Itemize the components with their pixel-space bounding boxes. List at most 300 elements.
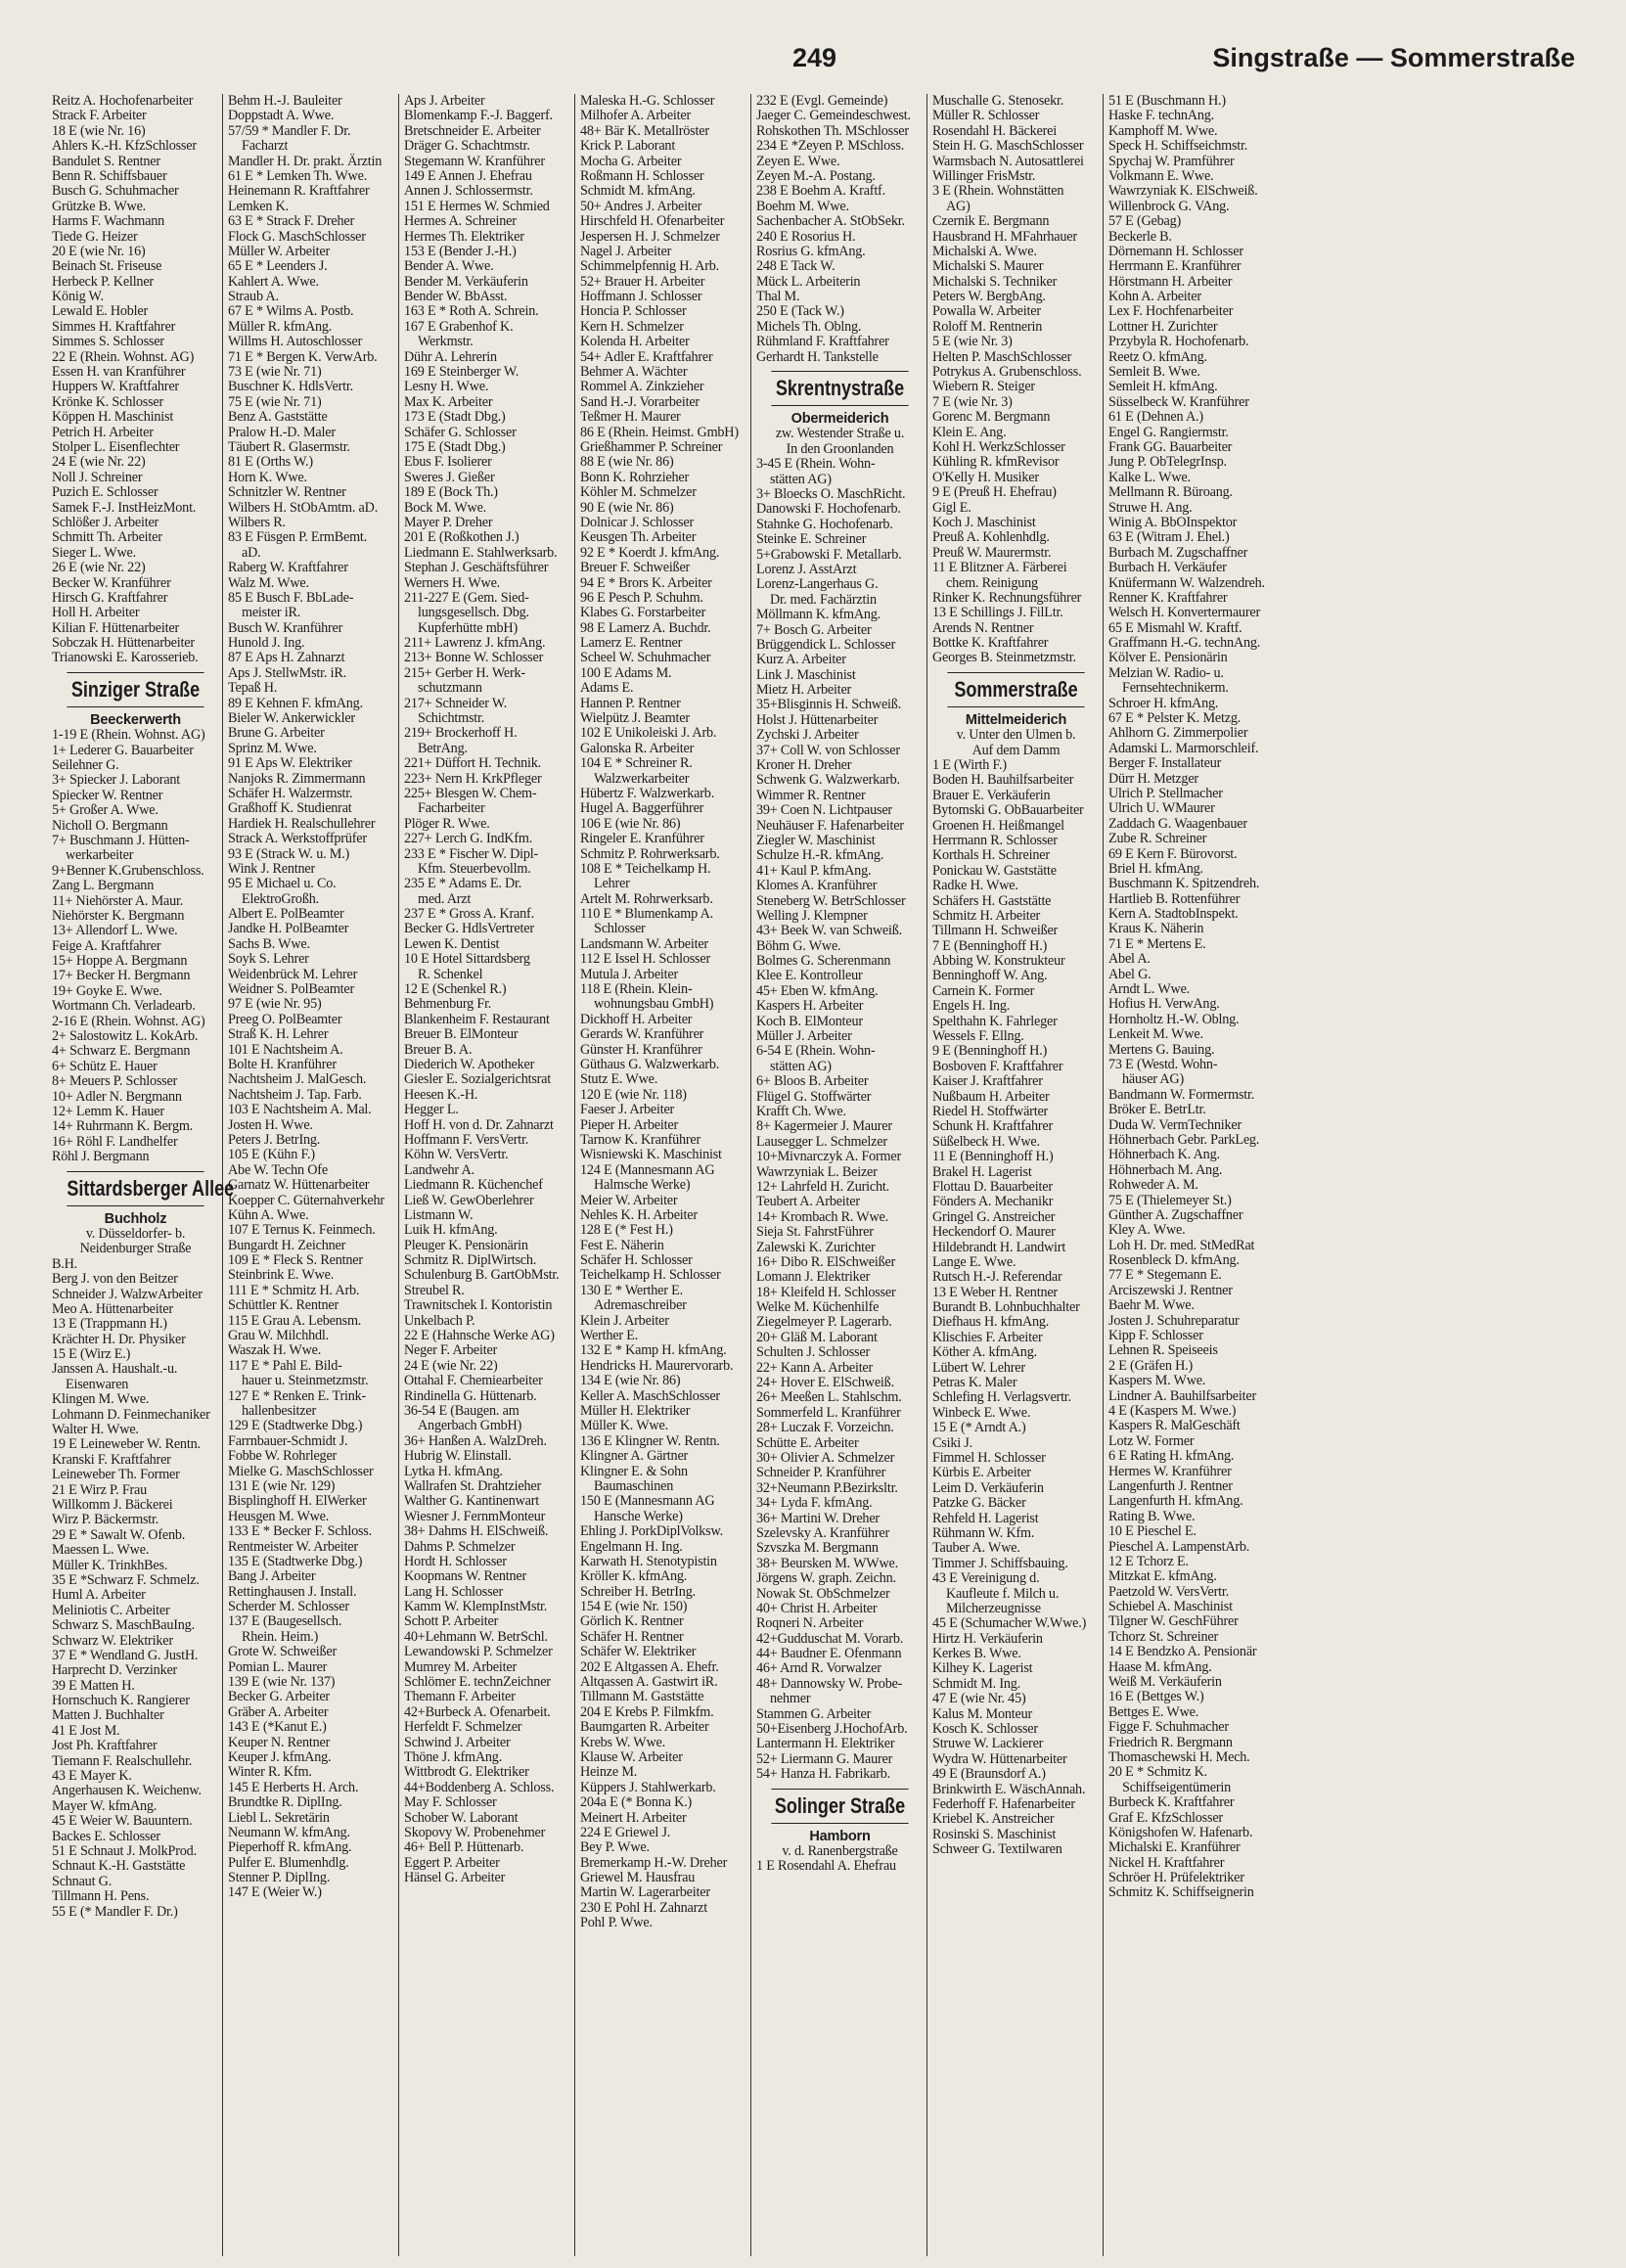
directory-entry: 22 E (Hahnsche Werke AG)	[404, 1328, 555, 1344]
directory-entry: Hegger L.	[404, 1102, 459, 1118]
directory-entry: Brakel H. Lagerist	[932, 1163, 1032, 1180]
directory-entry: 40+ Christ H. Arbeiter	[756, 1600, 878, 1616]
directory-entry: Ahlhorn G. Zimmerpolier	[1108, 725, 1248, 742]
directory-entry: Josten J. Schuhreparatur	[1108, 1312, 1240, 1329]
directory-entry: Lomann J. Elektriker	[756, 1269, 871, 1286]
directory-entry: Pulfer E. Blumenhdlg.	[228, 1854, 349, 1871]
directory-entry: Thomaschewski H. Mech.	[1108, 1748, 1250, 1765]
directory-entry: Koopmans W. Rentner	[404, 1568, 527, 1585]
directory-entry: 81 E (Orths W.)	[228, 454, 313, 471]
directory-entry: Straub A.	[228, 289, 279, 305]
directory-entry: Hörstmann H. Arbeiter	[1108, 273, 1233, 290]
directory-entry: Hübertz F. Walzwerkarb.	[580, 785, 715, 801]
directory-entry: Lamerz E. Rentner	[580, 635, 683, 652]
directory-entry: Mayer W. kfmAng.	[52, 1797, 158, 1814]
directory-entry: Kerkes B. Wwe.	[932, 1646, 1021, 1662]
directory-entry: Neuhäuser F. Hafenarbeiter	[756, 817, 904, 834]
directory-entry: Busch G. Schuhmacher	[52, 183, 179, 200]
directory-entry: Kosch K. Schlosser	[932, 1721, 1038, 1738]
directory-entry: 32+Neumann P.Bezirksltr.	[756, 1479, 898, 1496]
directory-entry: Kilian F. Hüttenarbeiter	[52, 619, 179, 636]
directory-column	[751, 94, 927, 2256]
directory-entry: Kamm W. KlempInstMstr.	[404, 1599, 548, 1615]
directory-entry: Klee E. Kontrolleur	[756, 968, 863, 984]
directory-entry: Arends N. Rentner	[932, 619, 1034, 636]
directory-entry: 213+ Bonne W. Schlosser	[404, 650, 544, 666]
directory-entry: 91 E Aps W. Elektriker	[228, 755, 352, 772]
directory-entry: Beckerle B.	[1108, 228, 1172, 245]
directory-entry: Beinach St. Friseuse	[52, 258, 162, 275]
directory-entry: Lewandowski P. Schmelzer	[404, 1644, 553, 1660]
directory-entry: Behm H.-J. Bauleiter	[228, 93, 342, 109]
entry-continuation: Kupferhütte mbH)	[418, 619, 518, 636]
entry-continuation: Facharbeiter	[418, 800, 485, 817]
directory-entry: Wilbers H. StObAmtm. aD.	[228, 499, 379, 516]
directory-entry: Jung P. ObTelegrInsp.	[1108, 454, 1227, 471]
directory-entry: Pieperhoff R. kfmAng.	[228, 1839, 352, 1856]
directory-entry: 16+ Dibo R. ElSchweißer	[756, 1253, 896, 1270]
directory-entry: 36-54 E (Baugen. am	[404, 1402, 519, 1419]
directory-entry: 136 E Klingner W. Rentn.	[580, 1432, 720, 1449]
directory-entry: 67 E * Pelster K. Metzg.	[1108, 710, 1242, 727]
directory-entry: 30+ Olivier A. Schmelzer	[756, 1449, 895, 1466]
directory-entry: Krafft Ch. Wwe.	[756, 1104, 846, 1119]
directory-entry: 6+ Bloos B. Arbeiter	[756, 1073, 869, 1090]
directory-entry: 63 E (Witram J. Ehel.)	[1108, 529, 1230, 546]
directory-entry: Herfeldt F. Schmelzer	[404, 1719, 522, 1736]
directory-entry: Kamphoff M. Wwe.	[1108, 122, 1218, 139]
directory-entry: Tiemann F. Realschullehr.	[52, 1752, 193, 1769]
directory-entry: Griewel M. Hausfrau	[580, 1870, 696, 1886]
directory-entry: Bieler W. Ankerwickler	[228, 710, 355, 727]
directory-entry: Sachenbacher A. StObSekr.	[756, 213, 905, 230]
directory-entry: Wink J. Rentner	[228, 860, 316, 877]
directory-entry: Arndt L. Wwe.	[1108, 981, 1191, 998]
directory-entry: Bolmes G. Scherenmann	[756, 953, 891, 970]
directory-entry: 22 E (Rhein. Wohnst. AG)	[52, 348, 195, 365]
directory-entry: Bröker E. BetrLtr.	[1108, 1102, 1206, 1118]
directory-entry: Skopovy W. Probenehmer	[404, 1824, 546, 1840]
directory-entry: Rutsch H.-J. Referendar	[932, 1269, 1062, 1286]
directory-entry: 46+ Bell P. Hüttenarb.	[404, 1839, 524, 1856]
directory-entry: 104 E * Schreiner R.	[580, 755, 693, 772]
directory-entry: 36+ Hanßen A. WalzDreh.	[404, 1432, 547, 1449]
directory-entry: Fest E. Näherin	[580, 1237, 664, 1253]
directory-entry: Hornschuch K. Rangierer	[52, 1693, 190, 1709]
directory-entry: Abel G.	[1108, 966, 1152, 982]
directory-entry: Korthals H. Schreiner	[932, 847, 1050, 864]
directory-entry: 109 E * Fleck S. Rentner	[228, 1252, 363, 1269]
street-range-note: In den Groonlanden	[786, 440, 894, 457]
directory-entry: Schwenk G. Walzwerkarb.	[756, 772, 900, 789]
directory-entry: Wiebern R. Steiger	[932, 379, 1035, 395]
directory-entry: Möllmann K. kfmAng.	[756, 607, 881, 623]
entry-continuation: häuser AG)	[1122, 1071, 1185, 1088]
directory-entry: Kipp F. Schlosser	[1108, 1328, 1203, 1344]
directory-entry: Süsselbeck W. Kranführer	[1108, 393, 1249, 410]
directory-entry: 43 E Vereinigung d.	[932, 1570, 1040, 1587]
directory-entry: Jandke H. PolBeamter	[228, 921, 349, 937]
directory-entry: 5 E (wie Nr. 3)	[932, 334, 1013, 350]
directory-entry: Timmer J. Schiffsbauing.	[932, 1555, 1068, 1571]
entry-continuation: Adremaschreiber	[594, 1297, 687, 1314]
directory-entry: 16+ Röhl F. Landhelfer	[52, 1133, 178, 1150]
directory-entry: Fönders A. Mechanikr	[932, 1194, 1054, 1210]
directory-entry: Hoffmann F. VersVertr.	[404, 1131, 529, 1148]
directory-entry: Bretschneider E. Arbeiter	[404, 122, 541, 139]
directory-entry: 153 E (Bender J.-H.)	[404, 243, 517, 259]
directory-entry: Graf E. KfzSchlosser	[1108, 1809, 1223, 1826]
directory-entry: Welling J. Klempner	[756, 907, 868, 924]
directory-entry: Zalewski K. Zurichter	[756, 1239, 876, 1255]
directory-entry: Nagel J. Arbeiter	[580, 243, 672, 259]
directory-entry: Benninghoff W. Ang.	[932, 968, 1048, 984]
directory-entry: 105 E (Kühn F.)	[228, 1147, 315, 1163]
directory-entry: 107 E Ternus K. Feinmech.	[228, 1222, 376, 1239]
directory-entry: 63 E * Strack F. Dreher	[228, 213, 355, 230]
directory-entry: Haske F. technAng.	[1108, 108, 1214, 124]
directory-entry: 6+ Schütz E. Hauer	[52, 1058, 158, 1074]
directory-entry: 54+ Adler E. Kraftfahrer	[580, 348, 713, 365]
directory-entry: Schulten J. Schlosser	[756, 1344, 870, 1361]
directory-entry: Huppers W. Kraftfahrer	[52, 379, 179, 395]
directory-entry: Stein H. G. MaschSchlosser	[932, 138, 1084, 155]
directory-entry: 204 E Krebs P. Filmkfm.	[580, 1703, 714, 1720]
directory-entry: Müller K. TrinkhBes.	[52, 1557, 168, 1573]
directory-entry: Lenkeit M. Wwe.	[1108, 1026, 1203, 1043]
directory-entry: 61 E * Lemken Th. Wwe.	[228, 167, 368, 184]
directory-entry: Schwarz W. Elektriker	[52, 1632, 173, 1649]
entry-continuation: BetrAng.	[418, 740, 468, 756]
directory-entry: 227+ Lerch G. IndKfm.	[404, 831, 533, 847]
directory-entry: Bottke K. Kraftfahrer	[932, 635, 1049, 652]
directory-entry: 175 E (Stadt Dbg.)	[404, 438, 506, 455]
directory-entry: Kürbis E. Arbeiter	[932, 1465, 1031, 1481]
directory-entry: Bonn K. Rohrzieher	[580, 469, 690, 485]
directory-entry: Gerards W. Kranführer	[580, 1026, 704, 1043]
entry-continuation: Kaufleute f. Milch u.	[946, 1585, 1060, 1602]
directory-entry: Kroner H. Dreher	[756, 757, 852, 774]
directory-entry: 88 E (wie Nr. 86)	[580, 454, 674, 471]
directory-entry: Boehm M. Wwe.	[756, 198, 849, 214]
directory-entry: Benz A. Gaststätte	[228, 409, 328, 426]
directory-entry: Rühmland F. Kraftfahrer	[756, 334, 889, 350]
directory-entry: Zang L. Bergmann	[52, 878, 155, 894]
directory-entry: 230 E Pohl H. Zahnarzt	[580, 1899, 707, 1916]
directory-entry: Holl H. Arbeiter	[52, 605, 140, 621]
directory-entry: 10+Mivnarczyk A. Former	[756, 1149, 902, 1165]
directory-entry: Brinkwirth E. WäschAnnah.	[932, 1781, 1086, 1797]
directory-entry: Köther A. kfmAng.	[932, 1344, 1037, 1361]
directory-entry: Baumgarten R. Arbeiter	[580, 1719, 709, 1736]
entry-continuation: schutzmann	[418, 680, 482, 697]
directory-entry: Breuer F. Schweißer	[580, 560, 691, 576]
directory-entry: Sand H.-J. Vorarbeiter	[580, 393, 700, 410]
directory-entry: Streubel R.	[404, 1282, 465, 1298]
directory-entry: Georges B. Steinmetzmstr.	[932, 650, 1076, 666]
directory-entry: 163 E * Roth A. Schrein.	[404, 303, 539, 320]
directory-entry: 55 E (* Mandler F. Dr.)	[52, 1903, 178, 1920]
directory-entry: 24 E (wie Nr. 22)	[52, 454, 146, 471]
directory-entry: 93 E (Strack W. u. M.)	[228, 845, 350, 862]
directory-entry: Schneider J. WalzwArbeiter	[52, 1286, 203, 1302]
directory-entry: Günther A. Zugschaffner	[1108, 1206, 1243, 1223]
directory-entry: 151 E Hermes W. Schmied	[404, 198, 550, 214]
directory-entry: Mielke G. MaschSchlosser	[228, 1463, 374, 1479]
directory-entry: 47 E (wie Nr. 45)	[932, 1691, 1026, 1707]
directory-entry: Kaspers H. Arbeiter	[756, 998, 864, 1015]
directory-entry: 224 E Griewel J.	[580, 1824, 671, 1840]
directory-entry: Schröer H. Prüfelektriker	[1108, 1870, 1244, 1886]
directory-entry: Knüfermann W. Walzendreh.	[1108, 574, 1265, 591]
directory-entry: 11 E (Benninghoff H.)	[932, 1149, 1054, 1165]
directory-entry: 12+ Lemm K. Hauer	[52, 1104, 164, 1119]
directory-entry: Köhn W. VersVertr.	[404, 1147, 509, 1163]
directory-entry: Heusgen M. Wwe.	[228, 1508, 330, 1524]
directory-entry: Meliniotis C. Arbeiter	[52, 1602, 170, 1618]
directory-entry: 1+ Lederer G. Bauarbeiter	[52, 742, 194, 758]
directory-entry: Wittbrodt G. Elektriker	[404, 1764, 529, 1781]
directory-entry: Gringel G. Anstreicher	[932, 1208, 1056, 1225]
directory-entry: Schroer H. kfmAng.	[1108, 695, 1219, 711]
directory-entry: Wessels F. Ellng.	[932, 1028, 1024, 1045]
directory-entry: Giesler E. Sozialgerichtsrat	[404, 1071, 552, 1088]
directory-entry: Huml A. Arbeiter	[52, 1587, 146, 1604]
directory-entry: Schlefing H. Verlagsvertr.	[932, 1389, 1071, 1406]
directory-entry: 39+ Coen N. Lichtpauser	[756, 802, 892, 819]
directory-entry: Tepaß H.	[228, 680, 278, 697]
directory-entry: Grote W. Schweißer	[228, 1644, 338, 1660]
directory-entry: Kröller K. kfmAng.	[580, 1568, 688, 1585]
directory-entry: Schnaut K.-H. Gaststätte	[52, 1858, 186, 1875]
directory-entry: 139 E (wie Nr. 137)	[228, 1674, 336, 1691]
directory-entry: Ulrich P. Stellmacher	[1108, 785, 1223, 801]
directory-entry: Brüggendick L. Schlosser	[756, 636, 896, 653]
directory-entry: 10 E Pieschel E.	[1108, 1523, 1197, 1540]
directory-entry: Preuß A. Kohlenhdlg.	[932, 529, 1050, 546]
directory-entry: Albert E. PolBeamter	[228, 906, 344, 923]
directory-entry: Bock M. Wwe.	[404, 499, 487, 516]
directory-entry: Koch J. Maschinist	[932, 514, 1036, 530]
directory-entry: 65 E Mismahl W. Kraftf.	[1108, 619, 1242, 636]
directory-entry: 189 E (Bock Th.)	[404, 484, 498, 501]
directory-entry: Kern H. Schmelzer	[580, 318, 684, 335]
directory-entry: Diederich W. Apotheker	[404, 1057, 535, 1072]
directory-entry: Tillmann H. Pens.	[52, 1888, 150, 1905]
directory-entry: Tillmann H. Schweißer	[932, 923, 1059, 939]
directory-entry: Müller R. Schlosser	[932, 108, 1040, 124]
directory-entry: 173 E (Stadt Dbg.)	[404, 409, 506, 426]
directory-entry: Doppstadt A. Wwe.	[228, 108, 335, 124]
directory-entry: Müller K. Wwe.	[580, 1418, 668, 1434]
directory-entry: 87 E Aps H. Zahnarzt	[228, 650, 345, 666]
directory-entry: Tilgner W. GeschFührer	[1108, 1613, 1239, 1630]
directory-entry: Matten J. Buchhalter	[52, 1707, 164, 1724]
directory-entry: Schäfer H. Rentner	[580, 1628, 684, 1645]
directory-entry: Dräger G. Schachtmstr.	[404, 138, 530, 155]
directory-entry: Güthaus G. Walzwerkarb.	[580, 1057, 720, 1072]
directory-entry: 7+ Bosch G. Arbeiter	[756, 621, 872, 638]
directory-entry: Graffmann H.-G. technAng.	[1108, 635, 1261, 652]
directory-entry: 44+ Baudner E. Ofenmann	[756, 1646, 902, 1662]
entry-continuation: Halmsche Werke)	[594, 1177, 691, 1194]
directory-entry: Josten H. Wwe.	[228, 1116, 313, 1133]
directory-entry: Kriebel K. Anstreicher	[932, 1811, 1055, 1828]
directory-entry: 39 E Matten H.	[52, 1677, 135, 1694]
page-number: 249	[792, 43, 837, 72]
directory-entry: Buschner K. HdlsVertr.	[228, 379, 353, 395]
directory-entry: Nowak St. ObSchmelzer	[756, 1585, 890, 1602]
directory-entry: 4 E (Kaspers M. Wwe.)	[1108, 1402, 1237, 1419]
directory-entry: Schwind J. Arbeiter	[404, 1734, 511, 1750]
street-range-note: zw. Westender Straße u.	[775, 426, 905, 442]
directory-entry: Stutz E. Wwe.	[580, 1071, 658, 1088]
street-heading: Skrentnystraße	[771, 371, 908, 406]
directory-entry: Mocha G. Arbeiter	[580, 153, 682, 169]
directory-column	[927, 94, 1104, 2256]
directory-entry: 21 E Wirz P. Frau	[52, 1481, 148, 1498]
directory-entry: O'Kelly H. Musiker	[932, 469, 1039, 485]
directory-entry: 211-227 E (Gem. Sied-	[404, 589, 529, 606]
directory-entry: Kohl H. WerkzSchlosser	[932, 438, 1065, 455]
directory-entry: Bender M. Verkäuferin	[404, 273, 528, 290]
directory-entry: 75 E (Thielemeyer St.)	[1108, 1192, 1232, 1208]
directory-entry: Brundtke R. DiplIng.	[228, 1794, 342, 1811]
directory-entry: 7 E (Benninghoff H.)	[932, 937, 1048, 954]
directory-entry: Fobbe W. Rohrleger	[228, 1448, 338, 1465]
entry-continuation: Schlosser	[594, 921, 646, 937]
directory-entry: Themann F. Arbeiter	[404, 1689, 516, 1705]
directory-entry: 101 E Nachtsheim A.	[228, 1041, 343, 1058]
directory-entry: 134 E (wie Nr. 86)	[580, 1373, 681, 1389]
directory-entry: Kühn A. Wwe.	[228, 1206, 309, 1223]
directory-entry: Herrmann R. Schlosser	[932, 832, 1058, 848]
directory-entry: Schlößer J. Arbeiter	[52, 514, 159, 530]
directory-entry: Waszak H. Wwe.	[228, 1342, 322, 1359]
directory-entry: Bender A. Wwe.	[404, 258, 494, 275]
directory-entry: Rosenbleck D. kfmAng.	[1108, 1252, 1240, 1269]
directory-entry: 102 E Unikoleiski J. Arb.	[580, 725, 717, 742]
directory-entry: 94 E * Brors K. Arbeiter	[580, 574, 712, 591]
entry-continuation: AG)	[946, 198, 971, 214]
directory-entry: Csiki J.	[932, 1434, 972, 1451]
directory-entry: Pieschel A. LampenstArb.	[1108, 1538, 1250, 1555]
directory-entry: Zeyen E. Wwe.	[756, 153, 840, 169]
directory-entry: Willkomm J. Bäckerei	[52, 1496, 173, 1513]
directory-entry: 41+ Kaul P. kfmAng.	[756, 862, 872, 879]
directory-entry: Werther E.	[580, 1328, 639, 1344]
directory-entry: Kolenda H. Arbeiter	[580, 334, 690, 350]
entry-continuation: Baumaschinen	[594, 1477, 674, 1494]
directory-entry: Weidner S. PolBeamter	[228, 981, 355, 998]
directory-entry: Winig A. BbOInspektor	[1108, 514, 1238, 530]
entry-continuation: Kfm. Steuerbevollm.	[418, 860, 531, 877]
directory-entry: 9+Benner K.Grubenschloss.	[52, 862, 204, 879]
directory-entry: Landsmann W. Arbeiter	[580, 935, 708, 952]
directory-entry: 6 E Rating H. kfmAng.	[1108, 1448, 1235, 1465]
directory-entry: Eggert P. Arbeiter	[404, 1854, 500, 1871]
directory-entry: Klause W. Arbeiter	[580, 1748, 683, 1765]
directory-entry: Kern A. StadtobInspekt.	[1108, 906, 1239, 923]
directory-entry: Flügel G. Stoffwärter	[756, 1088, 872, 1105]
directory-entry: Michalski S. Techniker	[932, 273, 1058, 290]
directory-entry: Rohweder A. M.	[1108, 1177, 1198, 1194]
directory-entry: Flottau D. Bauarbeiter	[932, 1178, 1053, 1195]
directory-entry: Dolnicar J. Schlosser	[580, 514, 694, 530]
directory-entry: Figge F. Schuhmacher	[1108, 1719, 1229, 1736]
entry-continuation: Facharzt	[242, 138, 289, 155]
directory-entry: 52+ Brauer H. Arbeiter	[580, 273, 705, 290]
directory-entry: Abel A.	[1108, 951, 1151, 968]
directory-entry: Bisplinghoff H. ElWerker	[228, 1493, 367, 1510]
street-heading: Sittardsberger Allee	[67, 1171, 203, 1206]
directory-entry: Rentmeister W. Arbeiter	[228, 1538, 358, 1555]
directory-entry: Semleit H. kfmAng.	[1108, 379, 1218, 395]
directory-entry: Frank GG. Bauarbeiter	[1108, 438, 1233, 455]
directory-entry: Ahlers K.-H. KfzSchlosser	[52, 138, 197, 155]
entry-continuation: lungsgesellsch. Dbg.	[418, 605, 529, 621]
directory-entry: Haase M. kfmAng.	[1108, 1658, 1212, 1675]
directory-entry: 73 E (Westd. Wohn-	[1108, 1057, 1218, 1072]
directory-entry: 3+ Spiecker J. Laborant	[52, 772, 181, 789]
directory-entry: Szelevsky A. Kranführer	[756, 1524, 890, 1541]
directory-entry: Günster H. Kranführer	[580, 1041, 702, 1058]
directory-entry: B.H.	[52, 1255, 78, 1272]
entry-continuation: Angerbach GmbH)	[418, 1418, 522, 1434]
directory-entry: 44+Boddenberg A. Schloss.	[404, 1779, 555, 1795]
directory-entry: Winbeck E. Wwe.	[932, 1404, 1031, 1421]
directory-entry: Breuer B. ElMonteur	[404, 1026, 519, 1043]
entry-continuation: stätten AG)	[770, 1058, 832, 1074]
directory-entry: Bolte H. Kranführer	[228, 1057, 337, 1072]
directory-entry: Neger F. Arbeiter	[404, 1342, 498, 1359]
directory-entry: Leineweber Th. Former	[52, 1467, 180, 1483]
directory-entry: Spelthahn K. Fahrleger	[932, 1013, 1058, 1029]
directory-entry: Burbach M. Zugschaffner	[1108, 544, 1248, 561]
directory-entry: Rindinella G. Hüttenarb.	[404, 1387, 537, 1404]
district-subheading: Mittelmeiderich	[965, 711, 1067, 728]
directory-entry: Hildebrandt H. Landwirt	[932, 1239, 1066, 1255]
directory-entry: Rinker K. Rechnungsführer	[932, 589, 1082, 606]
directory-entry: Köppen H. Maschinist	[52, 409, 174, 426]
directory-entry: 14+ Ruhrmann K. Bergm.	[52, 1118, 194, 1135]
directory-entry: Michalski E. Kranführer	[1108, 1839, 1241, 1856]
directory-entry: Hendricks H. Maurervorarb.	[580, 1357, 734, 1374]
directory-entry: 149 E Annen J. Ehefrau	[404, 167, 532, 184]
directory-entry: Neumann W. kfmAng.	[228, 1824, 350, 1840]
directory-entry: Müller R. kfmAng.	[228, 318, 333, 335]
directory-entry: Stegemann W. Kranführer	[404, 153, 545, 169]
directory-entry: Roqneri N. Arbeiter	[756, 1615, 864, 1632]
street-range-note: v. Unter den Ulmen b.	[956, 727, 1076, 744]
directory-entry: Honcia P. Schlosser	[580, 303, 687, 320]
directory-entry: Lübert W. Lehrer	[932, 1359, 1025, 1376]
directory-entry: Schlömer E. technZeichner	[404, 1674, 551, 1691]
directory-entry: 111 E * Schmitz H. Arb.	[228, 1282, 360, 1298]
directory-entry: Zaddach G. Waagenbauer	[1108, 815, 1247, 832]
directory-entry: Przybyla R. Hochofenarb.	[1108, 334, 1249, 350]
directory-entry: Mück L. Arbeiterin	[756, 273, 861, 290]
directory-entry: Kaiser J. Kraftfahrer	[932, 1073, 1043, 1090]
directory-entry: 18 E (wie Nr. 16)	[52, 122, 146, 139]
directory-entry: Nickel H. Kraftfahrer	[1108, 1854, 1225, 1871]
directory-entry: Kurz A. Arbeiter	[756, 652, 846, 668]
directory-entry: Lantermann H. Elektriker	[756, 1736, 895, 1752]
directory-entry: Benn R. Schiffsbauer	[52, 167, 167, 184]
directory-entry: Hubrig W. Elinstall.	[404, 1448, 512, 1465]
directory-entry: Schütte E. Arbeiter	[756, 1434, 859, 1451]
directory-entry: 48+ Dannowsky W. Probe-	[756, 1675, 903, 1692]
